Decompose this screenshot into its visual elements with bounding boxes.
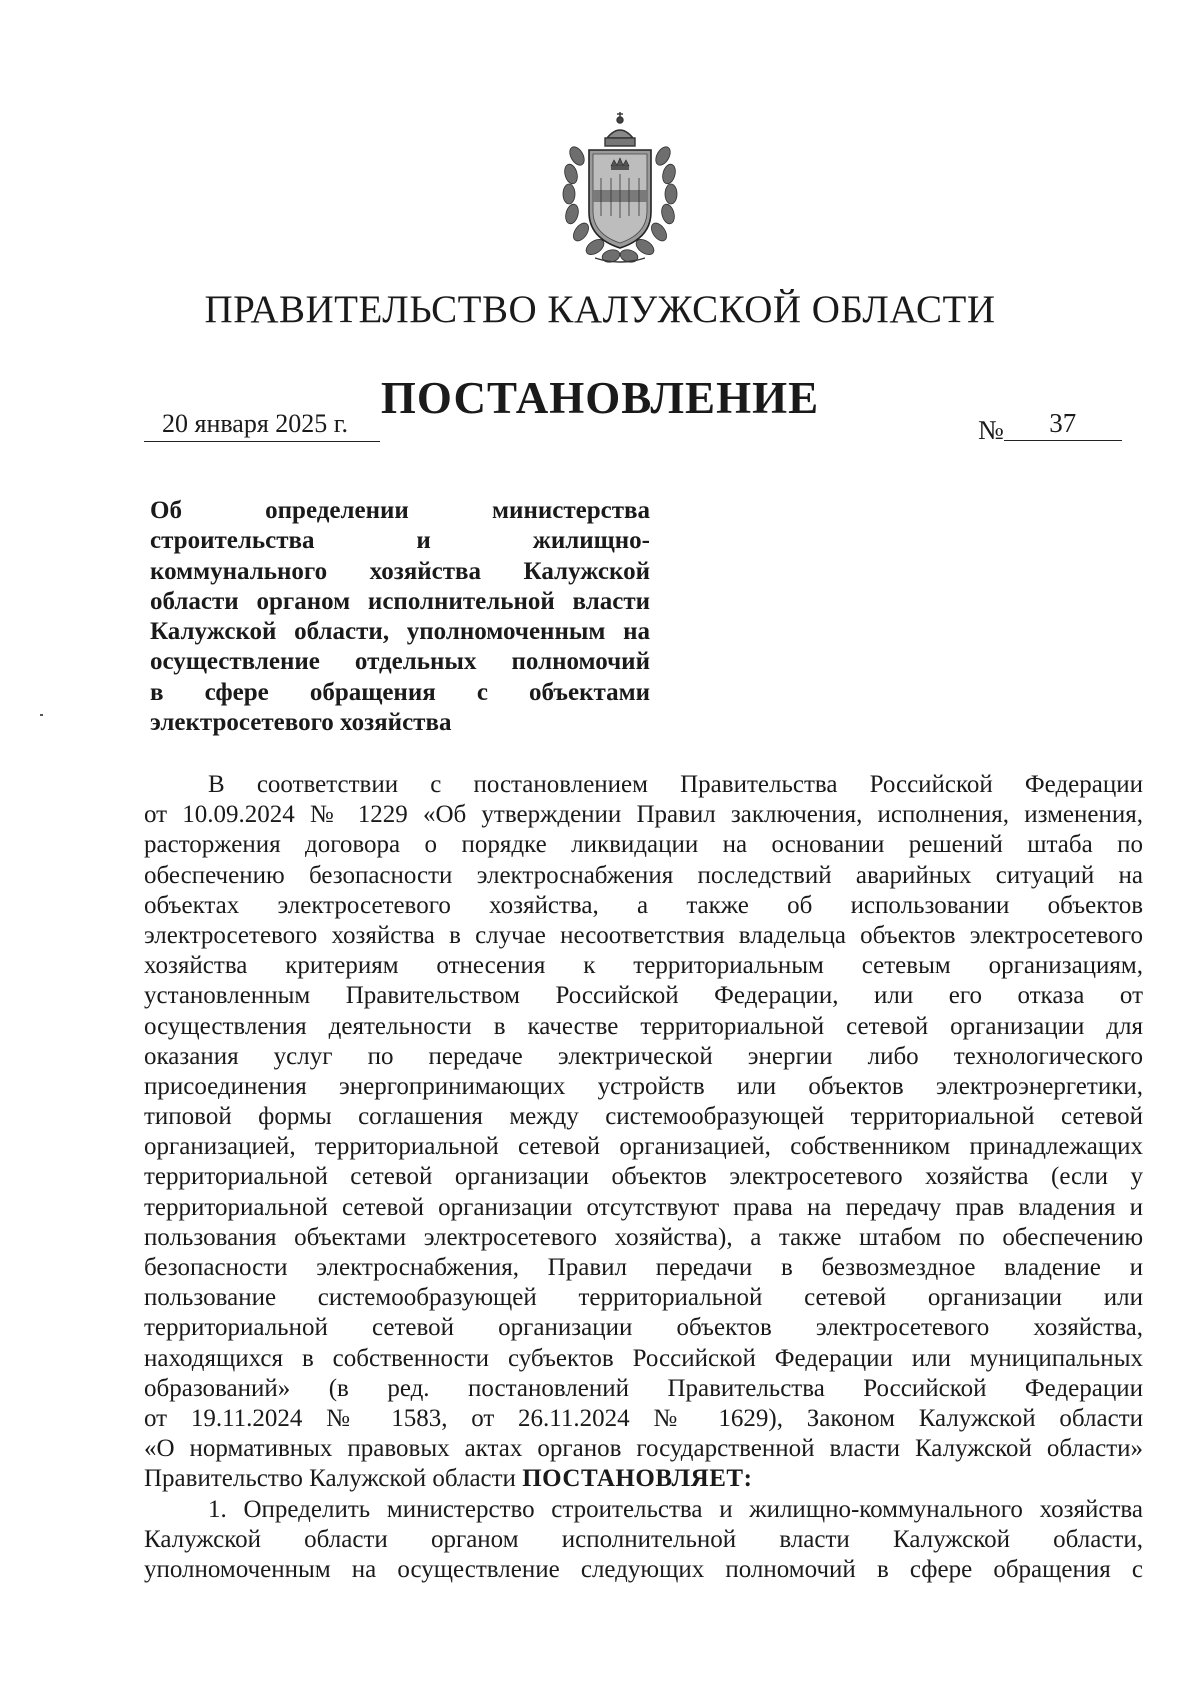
subject-line: Калужской области, уполномоченным на bbox=[150, 618, 650, 646]
body-line: пользование системообразующей территориальной сетевой организации или bbox=[144, 1284, 1143, 1312]
document-body bbox=[144, 770, 1143, 1585]
body-line: территориальной сетевой организации объектов электросетевого хозяйства (если у bbox=[144, 1163, 1143, 1191]
document-type-heading: ПОСТАНОВЛЕНИЕ bbox=[380, 373, 820, 423]
subject-line: области органом исполнительной власти bbox=[150, 587, 650, 615]
body-line: типовой формы соглашения между системообразующей территориальной сетевой bbox=[144, 1103, 1143, 1131]
body-line: В соответствии с постановлением Правительства Российской Федерации bbox=[208, 771, 1143, 798]
body-line: присоединения энергопринимающих устройств или объектов электроэнергетики, bbox=[144, 1072, 1143, 1100]
organization-title: ПРАВИТЕЛЬСТВО КАЛУЖСКОЙ ОБЛАСТИ bbox=[204, 288, 996, 331]
document-subject bbox=[150, 496, 650, 738]
body-line: образований» (в ред. постановлений Правительства Российской Федерации bbox=[144, 1374, 1143, 1402]
document-date-value: 20 января 2025 г. bbox=[162, 409, 349, 438]
subject-line: строительства и жилищно- bbox=[150, 527, 650, 555]
number-sign: № bbox=[978, 415, 1004, 445]
subject-line: в сфере обращения с объектами bbox=[150, 678, 650, 706]
body-line: находящихся в собственности субъектов Российской Федерации или муниципальных bbox=[144, 1344, 1143, 1372]
body-line: от 10.09.2024 № 1229 «Об утверждении Правил заключения, исполнения, изменения, bbox=[144, 801, 1143, 829]
document-date bbox=[144, 407, 380, 442]
body-line: территориальной сетевой организации объектов электросетевого хозяйства, bbox=[144, 1314, 1143, 1342]
body-line: электросетевого хозяйства в случае несоответствия владельца объектов электросетевого bbox=[144, 921, 1143, 949]
body-line: «О нормативных правовых актах органов государственной власти Калужской области» bbox=[144, 1435, 1143, 1463]
item-line: 1. Определить министерство строительства и жилищно-коммунального хозяйства bbox=[208, 1495, 1143, 1523]
body-line: пользования объектами электросетевого хозяйства), а также штабом по обеспечению bbox=[144, 1223, 1143, 1251]
body-line: объектах электросетевого хозяйства, а также об использовании объектов bbox=[144, 891, 1143, 919]
subject-line: коммунального хозяйства Калужской bbox=[150, 557, 650, 585]
document-number bbox=[978, 408, 1122, 447]
body-line: оказания услуг по передаче электрической энергии либо технологического bbox=[144, 1042, 1143, 1070]
resolution-line bbox=[144, 1464, 1143, 1494]
body-line: организацией, территориальной сетевой организацией, собственником принадлежащих bbox=[144, 1133, 1143, 1161]
coat-of-arms-icon bbox=[555, 108, 685, 268]
body-line: территориальной сетевой организации отсутствуют права на передачу прав владения и bbox=[144, 1193, 1143, 1221]
body-line: осуществления деятельности в качестве территориальной сетевой организации для bbox=[144, 1012, 1143, 1040]
item-line: уполномоченным на осуществление следующих полномочий в сфере обращения с bbox=[144, 1555, 1143, 1583]
document-number-value: 37 bbox=[1004, 406, 1122, 441]
resolution-prefix: Правительство Калужской области bbox=[144, 1465, 516, 1493]
body-line: установленным Правительством Российской Федерации, или его отказа от bbox=[144, 982, 1143, 1010]
item-line: Калужской области органом исполнительной власти Калужской области, bbox=[144, 1525, 1143, 1553]
body-line: безопасности электроснабжения, Правил передачи в безвозмездное владение и bbox=[144, 1254, 1143, 1281]
resolution-word: ПОСТАНОВЛЯЕТ: bbox=[522, 1465, 753, 1493]
scan-speck bbox=[40, 714, 43, 716]
body-line: обеспечению безопасности электроснабжения последствий аварийных ситуаций на bbox=[144, 861, 1143, 889]
body-line: от 19.11.2024 № 1583, от 26.11.2024 № 1629), Законом Калужской области bbox=[144, 1404, 1143, 1432]
subject-line: электросетевого хозяйства bbox=[150, 709, 452, 737]
subject-line: Об определении министерства bbox=[150, 497, 650, 524]
body-line: расторжения договора о порядке ликвидации на основании решений штаба по bbox=[144, 831, 1143, 859]
subject-line: осуществление отдельных полномочий bbox=[150, 648, 650, 676]
body-line: хозяйства критериям отнесения к территориальным сетевым организациям, bbox=[144, 952, 1143, 980]
